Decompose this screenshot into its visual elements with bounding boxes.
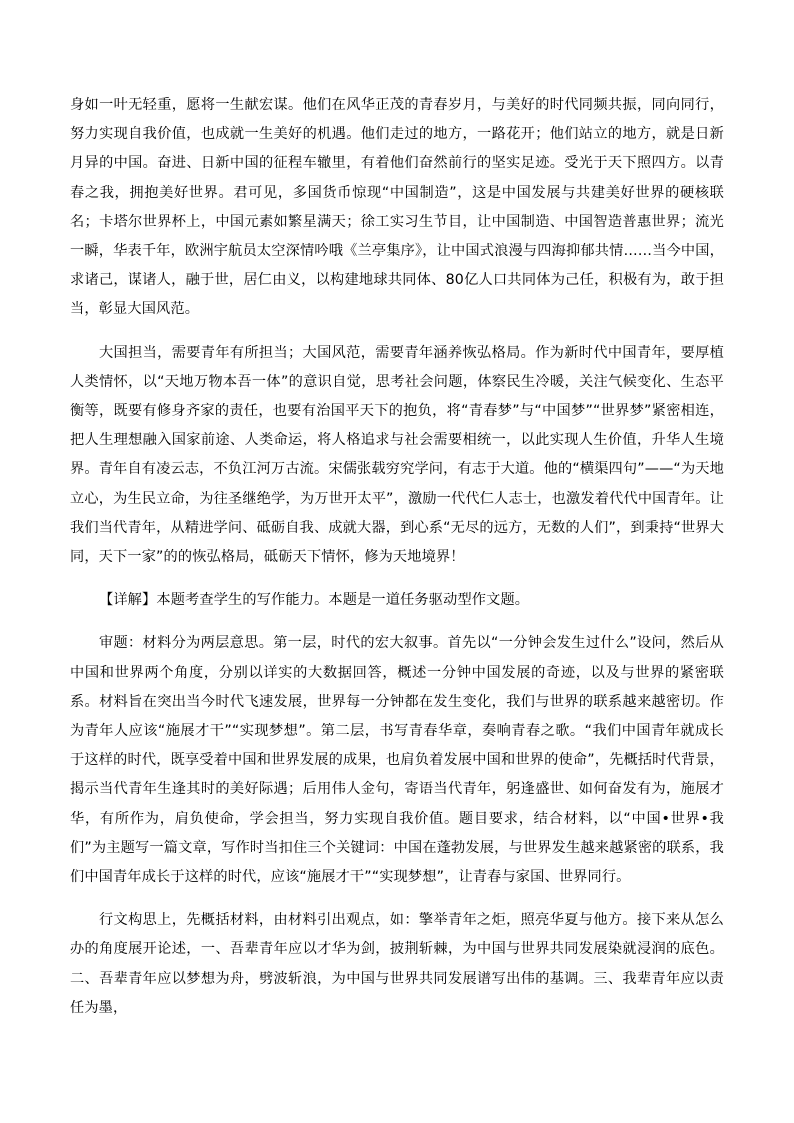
structure-paragraph: 行文构思上，先概括材料，由材料引出观点，如：擎举青年之炬，照亮华夏与他方。接下来从怎么办的角度展开论述，一、吾辈青年应以才华为剑，披荆斩棘，为中国与世界共同发展染就浸润的底色。二、吾辈青年应以梦想为舟，劈波斩浪，为中国与世界共同发展谱写出伟的基调。三、我辈青年应以责任为墨， [70,912,724,1016]
document-page [70,91,724,1023]
analysis-heading-paragraph: 【详解】本题考查学生的写作能力。本题是一道任务驱动型作文题。 [99,592,530,609]
body-paragraph-1: 身如一叶无轻重，愿将一生献宏谋。他们在风华正茂的青春岁月，与美好的时代同频共振，同向同行，努力实现自我价值，也成就一生美好的机遇。他们走过的地方，一路花开；他们站立的地方，就是日新月异的中国。奋进、日新中国的征程车辙里，有着他们奋然前行的坚实足迹。受光于天下照四方。以青春之我，拥抱美好世界。君可见，多国货币惊现“中国制造”，这是中国发展与共建美好世界的硬核联名；卡塔尔世界杯上，中国元素如繁星满天；徐工实习生节目，让中国制造、中国智造普惠世界；流光一瞬，华表千年，欧洲宇航员太空深情吟哦《兰亭集序》，让中国式浪漫与四海抑郁共情……当今中国，求诸己，谋诸人，融于世，居仁由义，以构建地球共同体、80亿人口共同体为己任，积极有为，敢于担当，彰显大国风范。 [70,97,724,318]
body-paragraph-2: 大国担当，需要青年有所担当；大国风范，需要青年涵养恢弘格局。作为新时代中国青年，要厚植人类情怀，以“天地万物本吾一体”的意识自觉，思考社会问题，体察民生冷暖，关注气候变化、生态平衡等，既要有修身齐家的责任，也要有治国平天下的抱负，将“青春梦”与“中国梦”“世界梦”紧密相连，把人生理想融入国家前途、人类命运，将人格追求与社会需要相统一，以此实现人生价值，升华人生境界。青年自有凌云志，不负江河万古流。宋儒张载穷究学问，有志于大道。他的“横渠四句”——“为天地立心，为生民立命，为往圣继绝学，为万世开太平”，激励一代代仁人志士，也激发着代代中国青年。让我们当代青年，从精进学问、砥砺自我、成就大器，到心系“无尽的远方，无数的人们”，到秉持“世界大同，天下一家”的的恢弘格局，砥砺天下情怀，修为天地境界！ [70,344,724,566]
topic-review-paragraph: 审题：材料分为两层意思。第一层，时代的宏大叙事。首先以“一分钟会发生过什么”设问，然后从中国和世界两个角度，分别以详实的大数据回答，概述一分钟中国发展的奇迹，以及与世界的紧密联系。材料旨在突出当今时代飞速发展，世界每一分钟都在发生变化，我们与世界的联系越来越密切。作为青年人应该“施展才干”“实现梦想”。第二层，书写青春华章，奏响青春之歌。“我们中国青年就成长于这样的时代，既享受着中国和世界发展的成果，也肩负着发展中国和世界的使命”，先概括时代背景，揭示当代青年生逢其时的美好际遇；后用伟人金句，寄语当代青年，躬逢盛世、如何奋发有为，施展才华，有所作为，肩负使命，学会担当，努力实现自我价值。题目要求，结合材料，以“中国•世界•我们”为主题写一篇文章，写作时当扣住三个关键词：中国在蓬勃发展，与世界发生越来越紧密的联系，我们中国青年成长于这样的时代，应该“施展才干”“实现梦想”，让青春与家国、世界同行。 [70,635,724,886]
